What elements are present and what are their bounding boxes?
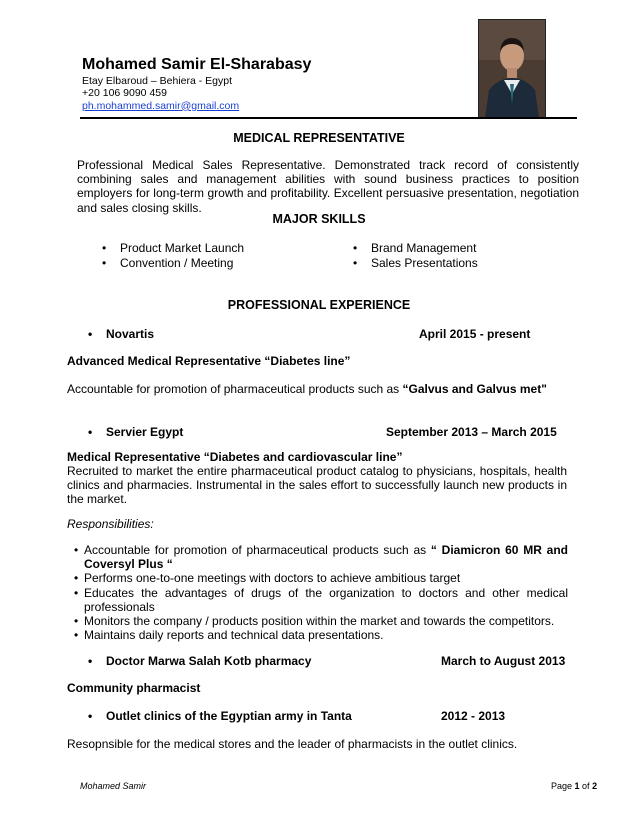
job-dates: April 2015 - present: [419, 327, 531, 341]
job-dates: March to August 2013: [441, 654, 566, 668]
job-dates: September 2013 – March 2015: [386, 425, 557, 439]
objective-text: Professional Medical Sales Representative. Demonstrated track record of consistently combining sales and management abilities with sound business practices to position employers for long-term growth and profitability. Excellent persuasive presentation, negotiation and sales closing skills.: [77, 158, 579, 215]
job-company: • Doctor Marwa Salah Kotb pharmacy: [88, 654, 312, 668]
job-role: Medical Representative “Diabetes and cardiovascular line”: [67, 450, 403, 464]
skills-heading: MAJOR SKILLS: [272, 212, 366, 226]
phone: +20 106 9090 459: [82, 87, 167, 100]
skill-item: • Sales Presentations: [353, 256, 478, 270]
list-item: • Monitors the company / products position within the market and towards the competitors.: [72, 614, 568, 628]
header-divider: [80, 117, 577, 119]
page-number: Page 1 of 2: [551, 781, 598, 791]
candidate-name: Mohamed Samir El-Sharabasy: [82, 56, 312, 73]
responsibilities-list: [72, 543, 568, 642]
footer-author: Mohamed Samir: [80, 781, 147, 791]
job-company: • Novartis: [88, 327, 155, 341]
skill-item: • Product Market Launch: [102, 241, 245, 255]
job-description: Recruited to market the entire pharmaceutical product catalog to physicians, hospitals, health clinics and pharmacies. Instrumental in the sales effort to successfully launch new products in the market.: [67, 464, 567, 507]
email-link[interactable]: ph.mohammed.samir@gmail.com: [82, 99, 240, 112]
job-role: Community pharmacist: [67, 681, 201, 695]
contact-block: [82, 75, 239, 112]
skill-item: • Convention / Meeting: [102, 256, 234, 270]
list-item: • Maintains daily reports and technical data presentations.: [72, 628, 568, 642]
job-dates: 2012 - 2013: [441, 709, 506, 723]
job-description: Accountable for promotion of pharmaceutical products such as “Galvus and Galvus met": [67, 382, 547, 396]
list-item: • Accountable for promotion of pharmaceutical products such as “ Diamicron 60 MR and Coversyl Plus “: [72, 543, 568, 571]
objective-heading: MEDICAL REPRESENTATIVE: [233, 131, 405, 145]
job-company: • Outlet clinics of the Egyptian army in Tanta: [88, 709, 352, 723]
profile-photo: [478, 19, 546, 119]
skill-item: • Brand Management: [353, 241, 477, 255]
job-role: Advanced Medical Representative “Diabetes line”: [67, 354, 351, 368]
responsibilities-label: Responsibilities:: [67, 517, 154, 531]
experience-heading: PROFESSIONAL EXPERIENCE: [227, 298, 411, 312]
job-company: • Servier Egypt: [88, 425, 184, 439]
list-item: • Educates the advantages of drugs of the organization to doctors and other medical professionals: [72, 586, 568, 614]
job-description: Resopnsible for the medical stores and the leader of pharmacists in the outlet clinics.: [67, 737, 518, 751]
list-item: • Performs one-to-one meetings with doctors to achieve ambitious target: [72, 571, 568, 585]
address: Etay Elbaroud – Behiera - Egypt: [82, 75, 233, 87]
